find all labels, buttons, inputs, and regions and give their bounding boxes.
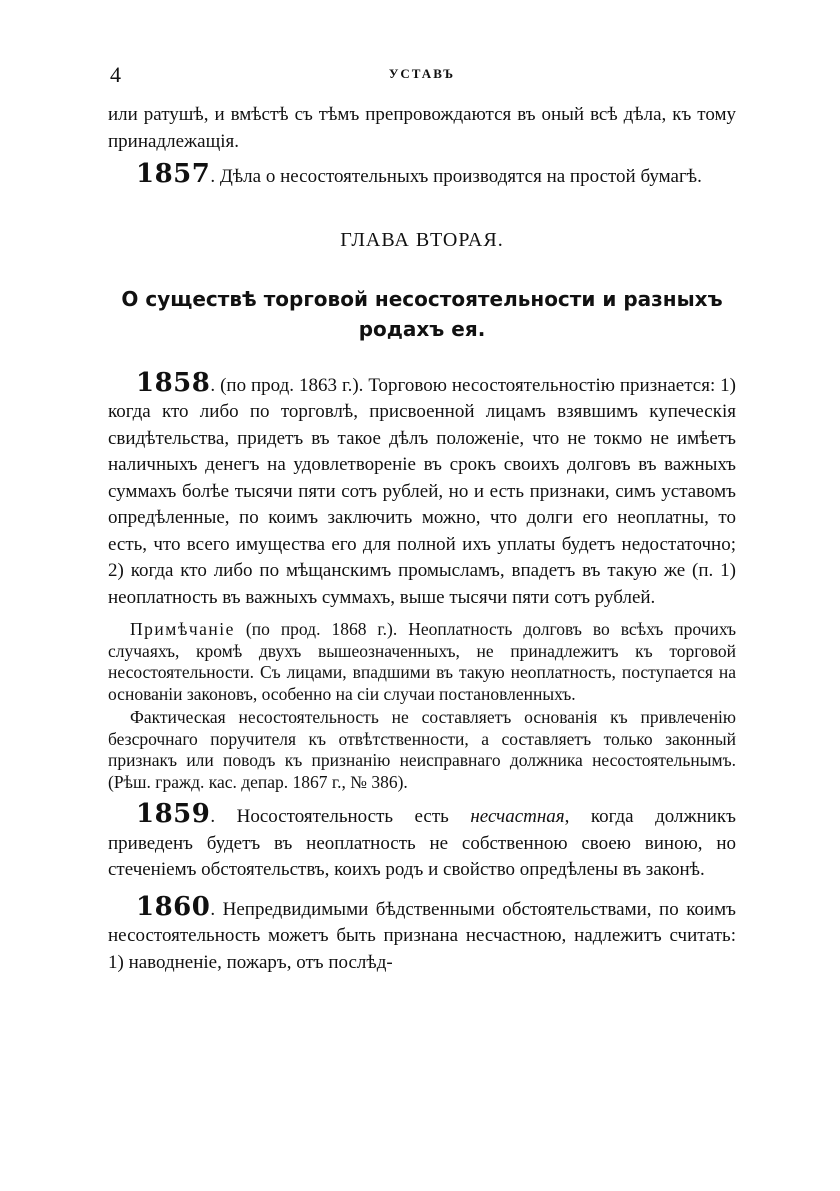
chapter-title: ГЛАВА ВТОРАЯ. xyxy=(340,228,504,251)
note-paragraph-1 xyxy=(108,619,736,705)
book-page xyxy=(108,62,736,976)
article-text: . Дѣла о несостоятельныхъ производятся на простой бумагѣ. xyxy=(210,166,702,187)
article-number: 1858 xyxy=(136,367,211,398)
article-text-after: , когда должникъ приведенъ будетъ въ неоплатность не собственною своею виною, но стеченіемъ обстоятельствъ, коихъ родъ и свойство опредѣлены въ законѣ. xyxy=(108,806,736,880)
section-title: О существѣ торговой несостоятельности и разныхъ родахъ ея. xyxy=(121,286,723,341)
article-number: 1857 xyxy=(136,159,211,189)
article-text: . (по прод. 1863 г.). Торговою несостоятельностію признается: 1) когда кто либо по торговлѣ, присвоенной лицамъ взявшимъ купеческія свидѣтельства, придетъ въ такое дѣлъ положеніе, что не токмо не имѣетъ наличныхъ денегъ на удовлетвореніе въ срокъ своихъ долговъ въ важныхъ суммахъ болѣе тысячи пяти сотъ рублей, но и есть признаки, симъ уставомъ опредѣленные, по коимъ заключить можно, что долги его неоплатны, то есть, что всего имущества его для полной ихъ уплаты будетъ недостаточно; 2) когда кто либо по мѣщанскимъ промысламъ, впадетъ въ такую же (п. 1) неоплатность въ важныхъ суммахъ, выше тысячи пяти сотъ рублей. xyxy=(108,374,736,608)
running-head xyxy=(108,62,736,92)
article-number: 1859 xyxy=(136,799,211,829)
article-emphasis: несчастная xyxy=(470,806,565,827)
article-text: . Непредвидимыми бѣдственными обстоятельствами, по коимъ несостоятельность можетъ быть признана несчастною, надлежитъ считать: 1) наводненіе, пожаръ, отъ послѣд- xyxy=(108,898,736,973)
article-1857 xyxy=(108,161,736,191)
running-title: УСТАВЪ xyxy=(388,66,456,81)
note-label: Примѣчаніе xyxy=(130,619,235,639)
article-1858 xyxy=(108,367,736,612)
article-number: 1860 xyxy=(136,891,211,922)
continuation-paragraph: или ратушѣ, и вмѣстѣ съ тѣмъ препровождаются въ оный всѣ дѣла, къ тому принадлежащія. xyxy=(108,104,736,152)
note-text: (по прод. 1868 г.). Неоплатность долговъ во всѣхъ прочихъ случаяхъ, кромѣ двухъ вышеозначенныхъ, не принадлежитъ къ торговой несостоятельности. Съ лицами, впадшими въ такую неоплатность, поступается на основаніи законовъ, особенно на сіи случаи постановленныхъ. xyxy=(108,619,736,704)
page-number: 4 xyxy=(110,62,121,87)
note-paragraph-2: Фактическая несостоятельность не составляетъ основанія къ привлеченію безсрочнаго поручителя къ отвѣтственности, а составляетъ только законный признакъ или поводъ къ признанію неисправнаго должника несостоятельнымъ. (Рѣш. гражд. кас. депар. 1867 г., № 386). xyxy=(108,707,736,792)
article-1860 xyxy=(108,891,736,977)
article-1859 xyxy=(108,801,736,884)
article-text-before: . Нocостоятельность есть xyxy=(210,806,471,827)
article-note xyxy=(108,619,736,793)
